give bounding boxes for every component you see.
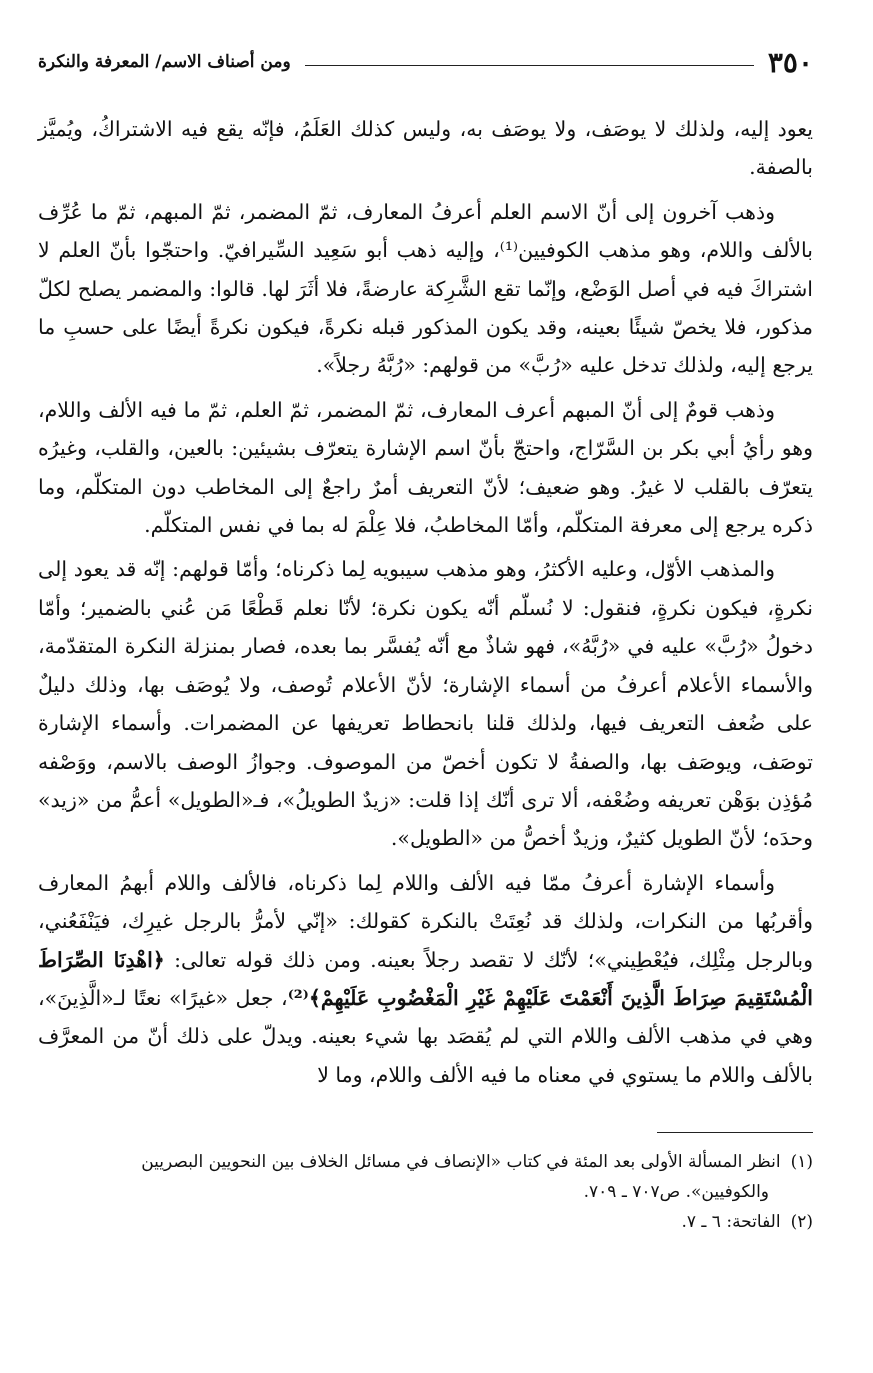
footnote-text: انظر المسألة الأولى بعد المئة في كتاب «الإنصاف في مسائل الخلاف بين النحويين البصريين xyxy=(141,1152,781,1173)
footnote-text: الفاتحة: ٦ ـ ٧. xyxy=(681,1212,781,1233)
paragraph: وذهب آخرون إلى أنّ الاسم العلم أعرفُ المعارف، ثمّ المضمر، ثمّ المبهم، ثمّ ما عُرِّف بالألف واللام، وهو مذهب الكوفيين⁽¹⁾، وإليه ذهب أبو سَعِيد السِّيرافيّ. واحتجّوا بأنّ العلم لا اشتراكَ فيه في أصل الوَضْع، وإنّما تقع الشَّرِكة عارضةً، فلا أثَرَ لها. قالوا: والمضمر يصلح لكلّ مذكور، فلا يخصّ شيئًا بعينه، وقد يكون المذكور قبله نكرةً، فيكون نكرةً أيضًا على حسبِ ما يرجع إليه، ولذلك تدخل عليه «رُبَّ» من قولهم: «رُبَّهُ رجلاً». xyxy=(38,199,813,378)
footnote xyxy=(38,1147,813,1177)
paragraph xyxy=(38,864,813,1094)
main-text xyxy=(38,110,813,1094)
quran-verse: ﴿اهْدِنَا الصِّرَاطَ الْمُسْتَقِيمَ صِرَاطَ الَّذِينَ أَنْعَمْتَ عَلَيْهِمْ غَيْرِ الْمَغْضُوبِ عَلَيْهِمْ﴾⁽²⁾ xyxy=(38,947,813,1010)
paragraph: وذهب قومٌ إلى أنّ المبهم أعرف المعارف، ثمّ المضمر، ثمّ العلم، ثمّ ما فيه الألف واللام، وهو رأيُ أبي بكر بن السَّرّاج، واحتجّ بأنّ اسم الإشارة يتعرّف بشيئين: بالعين، والقلب، وغيرُه يتعرّف بالقلب لا غيرُ. وهو ضعيف؛ لأنّ التعريف أمرٌ راجعٌ إلى المخاطب دون المتكلّم، وما ذكره يرجع إلى معرفة المتكلّم، وأمّا المخاطبُ، فلا عِلْمَ له بما في نفس المتكلّم. xyxy=(38,397,813,538)
page-number: ٣٥٠ xyxy=(767,45,813,79)
running-title: ومن أصناف الاسم/ المعرفة والنكرة xyxy=(38,52,291,72)
book-page xyxy=(38,42,813,1353)
paragraph: والمذهب الأوّل، وعليه الأكثرُ، وهو مذهب سيبويه لِما ذكرناه؛ وأمّا قولهم: إنّه قد يعود إلى نكرةٍ، فيكون نكرةٍ، فنقول: لا نُسلّم أنّه يكون نكرة؛ لأنّا نعلم قَطْعًا مَن عُني بالضمير؛ وأمّا دخولُ «رُبَّ» عليه في «رُبَّهُ»، فهو شاذٌ مع أنّه يُفسَّر بما بعده، فصار بمنزلة النكرة المتقدّمة، والأسماء الأعلام أعرفُ من أسماء الإشارة؛ لأنّ الأعلام تُوصف، ولا يُوصَف بها، وذلك دليلٌ على ضُعف التعريف فيها، ولذلك قلنا بانحطاط تعريفها عن المضمرات. وأسماء الإشارة توصَف، ويوصَف بها، والصفةُ لا تكون أخصّ من الموصوف. وجوازُ الوصف بالاسم، ووَصْفه مُؤذِن بوَهْن تعريفه وضُعْفه، ألا ترى أنّك إذا قلت: «زيدٌ الطويلُ»، فـ«الطويل» أعمُّ من «زيد» وحدَه؛ لأنّ الطويل كثيرٌ، وزيدٌ أخصُّ من «الطويل». xyxy=(38,557,813,851)
paragraph-text: وأسماء الإشارة أعرفُ ممّا فيه الألف واللام لِما ذكرناه، فالألف واللام أبهمُ المعارف وأقربُها من النكرات، ولذلك قد نُعِتَتْ بالنكرة كقولك: «إنّي لأمرُّ بالرجل غيرِك، فيَنْفَعُني، وبالرجل مِثْلِك، فيُعْطِيني»؛ لأنّك لا تقصد رجلاً بعينه. ومن ذلك قوله تعالى: xyxy=(38,870,813,972)
footnote-number: (٢) xyxy=(790,1212,813,1233)
footnote-rule xyxy=(657,1132,813,1133)
footnote xyxy=(38,1207,813,1237)
paragraph-text: ، جعل «غيرًا» نعتًا لـ«الَّذِينَ»، وهي في مذهب الألف واللام التي لم يُقصَد بها شيء بعينه. ويدلّ على ذلك أنّ من المعرَّف بالألف واللام ما يستوي في معناه ما فيه الألف واللام، وما لا xyxy=(38,985,813,1087)
header-rule xyxy=(305,65,754,66)
paragraph: يعود إليه، ولذلك لا يوصَف، ولا يوصَف به، وليس كذلك العَلَمُ، فإنّه يقع فيه الاشتراكُ، ويُميَّز بالصفة. xyxy=(38,117,813,180)
running-head xyxy=(38,42,813,82)
footnotes xyxy=(38,1147,813,1237)
footnote-number: (١) xyxy=(790,1152,813,1173)
footnote-continuation: والكوفيين». ص٧٠٧ ـ ٧٠٩. xyxy=(583,1182,769,1203)
